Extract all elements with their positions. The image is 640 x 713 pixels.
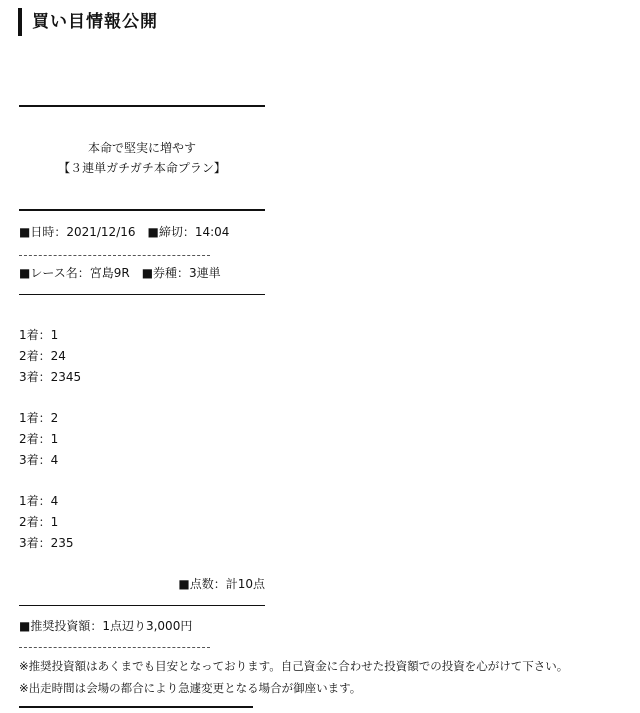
race-ticket-line: ■レース名：宮島9R ■券種：3連単 <box>19 266 221 280</box>
pick-1-third: 3着：2345 <box>19 370 82 384</box>
pick-1-first: 1着：1 <box>19 328 59 342</box>
pick-3-first: 1着：4 <box>19 494 59 508</box>
recommended-investment: ■推奨投資額：1点辺り3,000円 <box>19 619 193 633</box>
plan-name: 【３連単ガチガチ本命プラン】 <box>58 161 226 175</box>
plan-tagline: 本命で堅実に増やす <box>87 141 196 155</box>
pick-3-second: 2着：1 <box>19 515 59 529</box>
page-title: 買い目情報公開 <box>18 8 158 36</box>
dashed-divider <box>19 255 210 256</box>
note-investment: ※推奨投資額はあくまでも目安となっております。自己資金に合わせた投資額での投資を心がけて下さい。 <box>19 659 569 673</box>
pick-3-third: 3着：235 <box>19 536 74 550</box>
divider-line <box>19 294 265 295</box>
pick-2-second: 2着：1 <box>19 432 59 446</box>
note-schedule: ※出走時間は会場の都合により急遽変更となる場合が御座います。 <box>19 681 362 695</box>
date-deadline-line: ■日時：2021/12/16 ■締切：14:04 <box>19 225 230 239</box>
divider-bottom <box>19 706 253 708</box>
pick-2-third: 3着：4 <box>19 453 59 467</box>
total-points: ■点数：計10点 <box>178 577 265 591</box>
divider-plan <box>19 209 265 211</box>
dashed-divider <box>19 647 210 648</box>
pick-1-second: 2着：24 <box>19 349 66 363</box>
divider-line <box>19 605 265 606</box>
pick-2-first: 1着：2 <box>19 411 59 425</box>
divider-top <box>19 105 265 107</box>
